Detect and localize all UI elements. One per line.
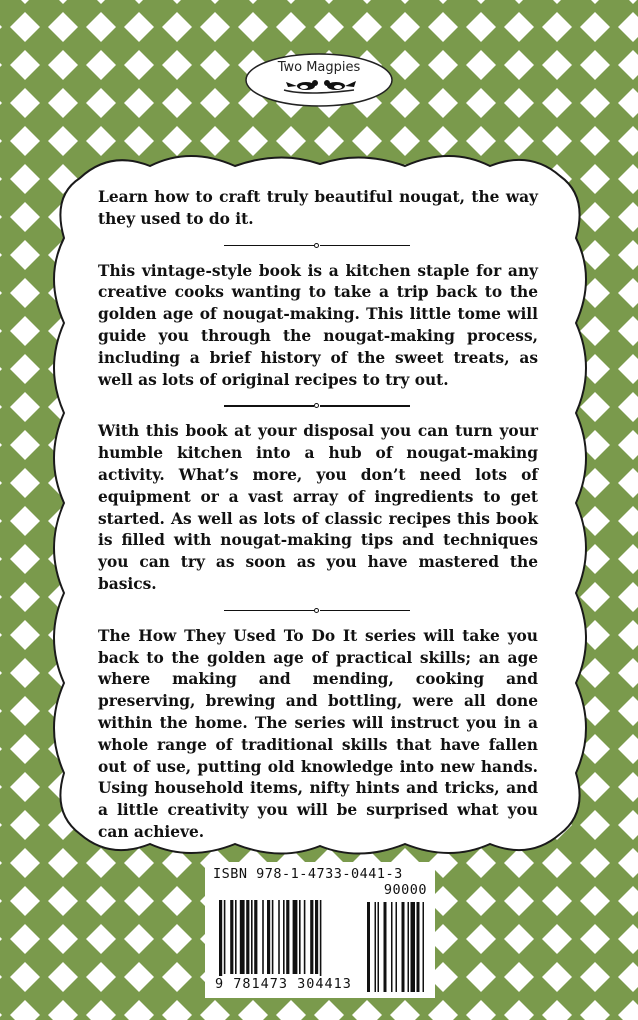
ornamental-divider xyxy=(98,396,538,416)
blurb-paragraph: Learn how to craft truly beautiful nougat, the way they used to do it. xyxy=(98,188,538,228)
ornamental-divider xyxy=(98,601,538,621)
blurb-paragraph: This vintage-style book is a kitchen staple for any creative cooks wanting to take a trip back to the golden age of nougat-making. This little tome will guide you through the nougat-making process, including a brief history of the sweet treats, as well as lots of original recipes to try out. xyxy=(98,261,538,389)
ornamental-divider xyxy=(98,236,538,256)
isbn-barcode xyxy=(205,862,435,998)
back-cover-blurb xyxy=(98,187,538,844)
isbn-label: ISBN 978-1-4733-0441-3 xyxy=(213,866,403,882)
blurb-paragraph: With this book at your disposal you can turn your humble kitchen into a hub of nougat-making activity. What’s more, you don’t need lots of equipment or a vast array of ingredients to get started. As well as lots of classic recipes this book is filled with nougat-making tips and techniques you can try as soon as you have mastered the basics. xyxy=(98,422,538,593)
publisher-logo xyxy=(244,52,394,108)
ean-digits: 9 781473 304413 xyxy=(215,976,352,992)
price-code: 90000 xyxy=(383,882,427,898)
publisher-name: Two Magpies xyxy=(277,60,361,75)
blurb-paragraph: The How They Used To Do It series will take you back to the golden age of practical skills; an age where making and mending, cooking and preserving, brewing and bottling, were all done within the home. The series will instruct you in a whole range of traditional skills that have fallen out of use, putting old knowledge into new hands. Using household items, nifty hints and tricks, and a little creativity you will be surprised what you can achieve. xyxy=(98,626,538,841)
